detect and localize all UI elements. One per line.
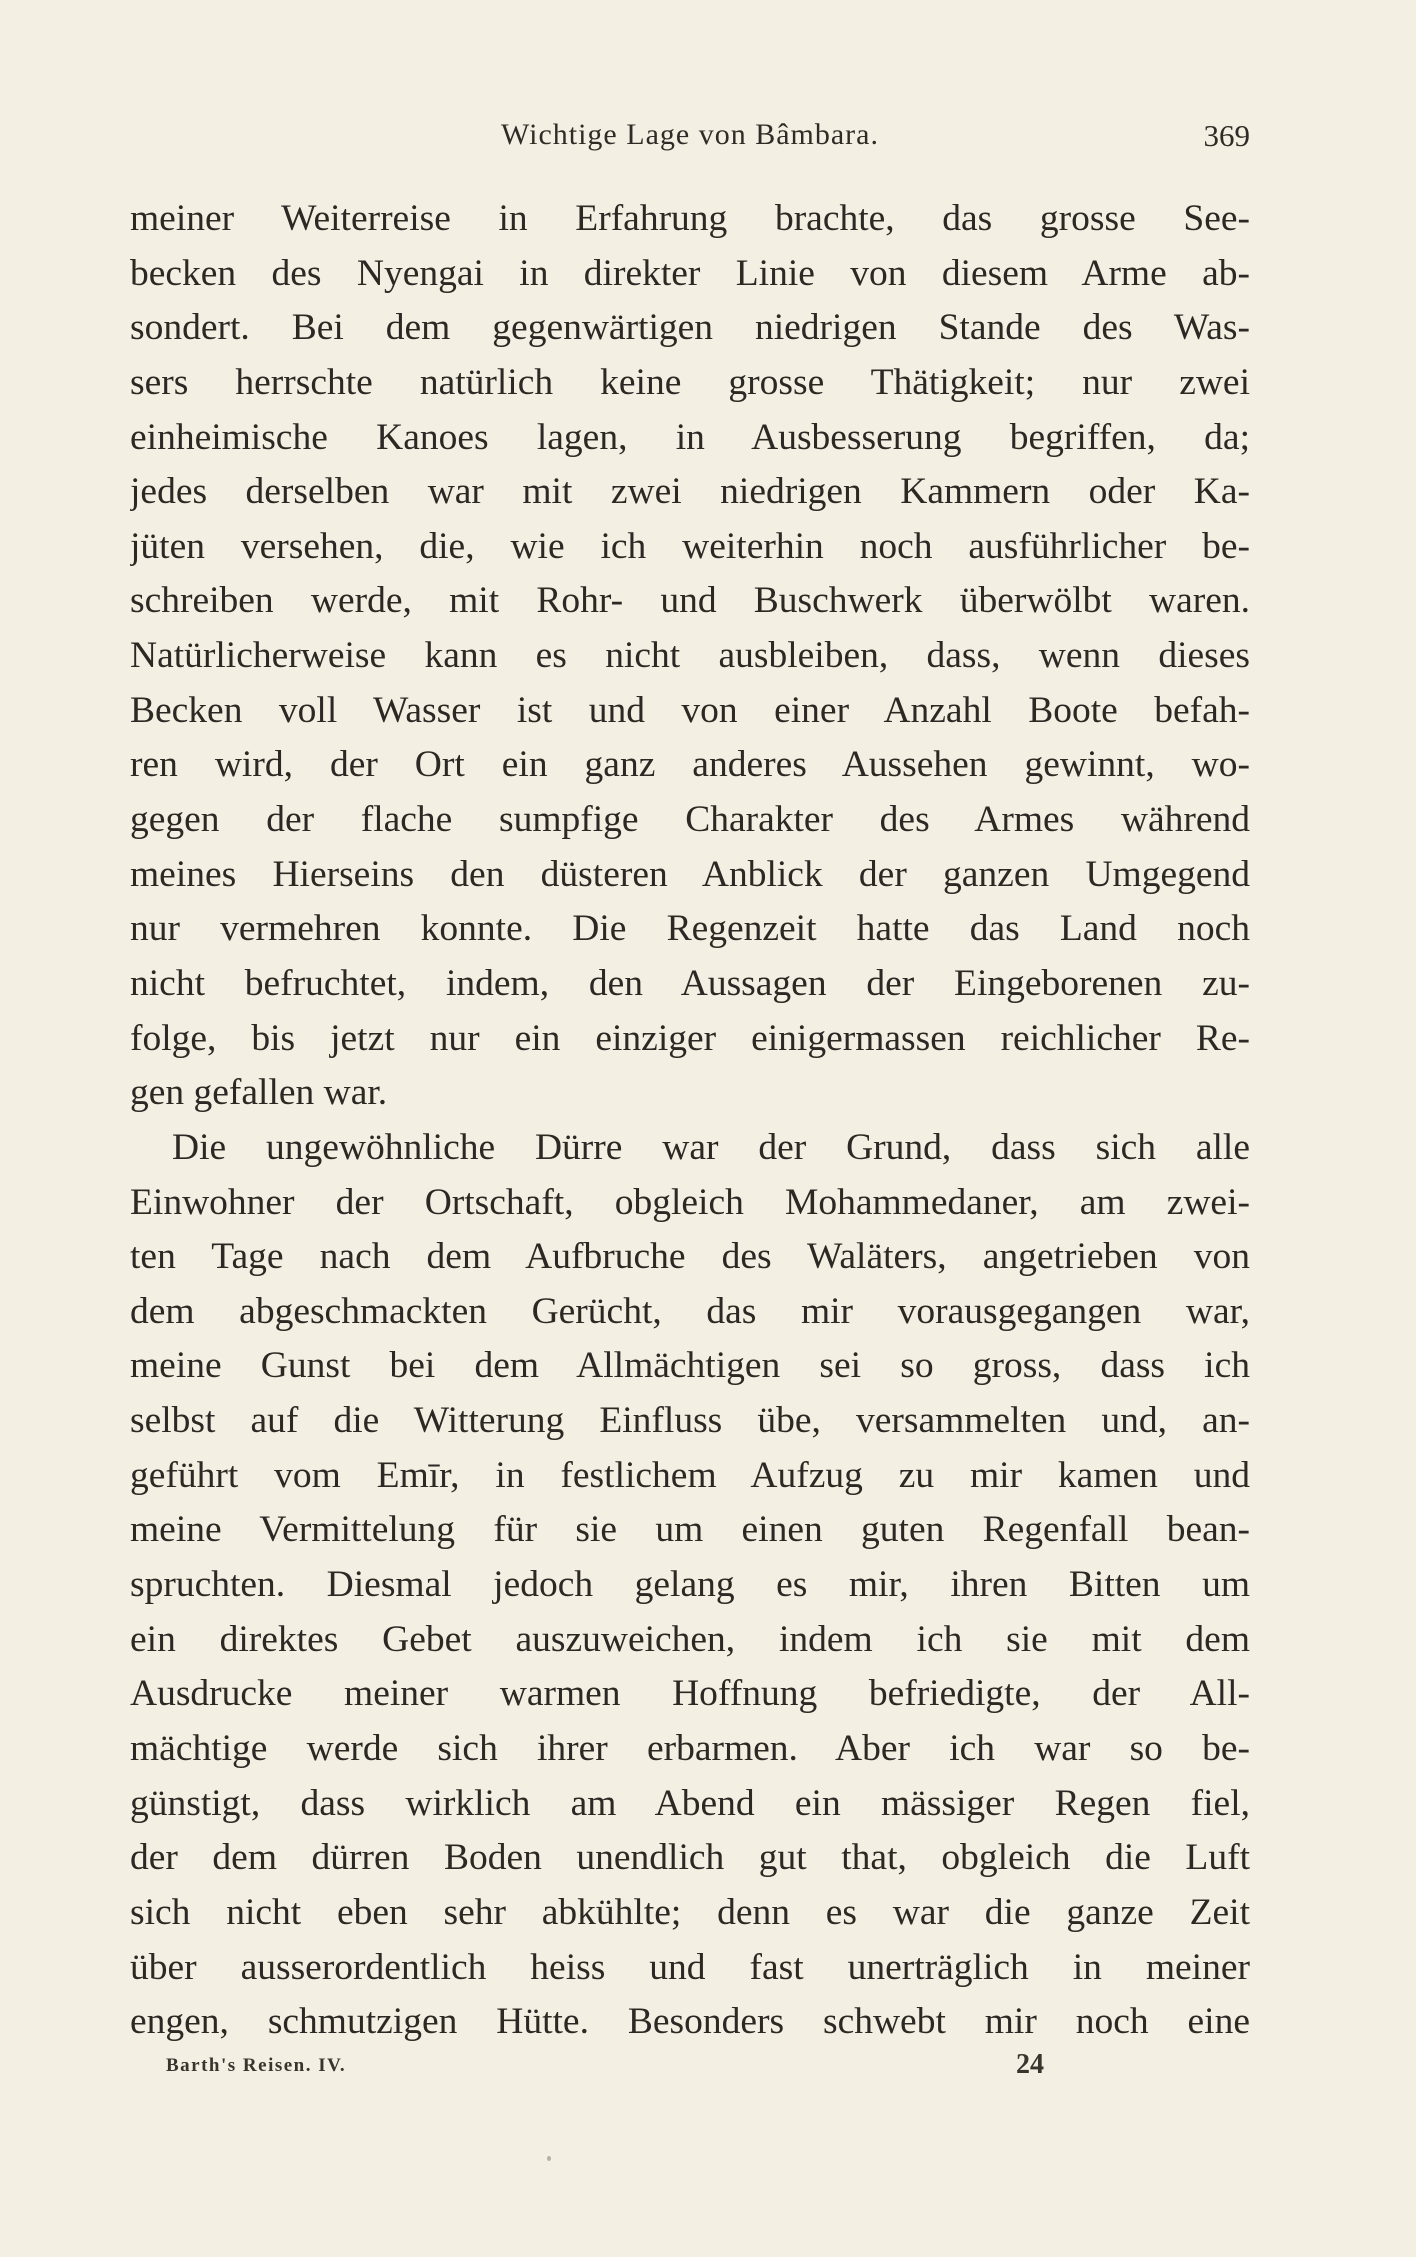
text-line: folge, bis jetzt nur ein einziger einigermassen reichlicher Re- — [130, 1017, 1250, 1059]
page-number: 369 — [1203, 118, 1250, 153]
text-line: spruchten. Diesmal jedoch gelang es mir, ihren Bitten um — [130, 1564, 1250, 1606]
text-line: sich nicht eben sehr abkühlte; denn es war die ganze Zeit — [130, 1891, 1250, 1933]
running-title: Wichtige Lage von Bâmbara. — [501, 118, 879, 151]
text-line: der dem dürren Boden unendlich gut that, obgleich die Luft — [130, 1837, 1250, 1879]
text-line: ein direktes Gebet auszuweichen, indem ich sie mit dem — [130, 1618, 1250, 1660]
text-line: Ausdrucke meiner warmen Hoffnung befriedigte, der All- — [130, 1673, 1250, 1715]
sheet-number: 24 — [1016, 2049, 1044, 2080]
text-line: Natürlicherweise kann es nicht ausbleiben, dass, wenn dieses — [130, 635, 1250, 677]
text-line: einheimische Kanoes lagen, in Ausbesserung begriffen, da; — [130, 416, 1250, 458]
text-line: selbst auf die Witterung Einfluss übe, versammelten und, an- — [130, 1400, 1250, 1442]
text-line: becken des Nyengai in direkter Linie von diesem Arme ab- — [130, 252, 1250, 294]
text-line: geführt vom Emīr, in festlichem Aufzug zu mir kamen und — [130, 1454, 1250, 1496]
text-line: Becken voll Wasser ist und von einer Anzahl Boote befah- — [130, 689, 1250, 731]
text-line: nicht befruchtet, indem, den Aussagen der Eingeborenen zu- — [130, 962, 1250, 1004]
text-line: dem abgeschmackten Gerücht, das mir vorausgegangen war, — [130, 1290, 1250, 1332]
text-line: jedes derselben war mit zwei niedrigen Kammern oder Ka- — [130, 471, 1250, 513]
text-line: nur vermehren konnte. Die Regenzeit hatte das Land noch — [130, 908, 1250, 950]
printer-signature: Barth's Reisen. IV. — [166, 2055, 347, 2076]
text-line: sondert. Bei dem gegenwärtigen niedrigen Stande des Was- — [130, 307, 1250, 349]
body-text — [130, 192, 1250, 2050]
text-line: ren wird, der Ort ein ganz anderes Aussehen gewinnt, wo- — [130, 744, 1250, 786]
text-line: über ausserordentlich heiss und fast unerträglich in meiner — [130, 1946, 1250, 1988]
text-line: meine Vermittelung für sie um einen guten Regenfall bean- — [130, 1509, 1250, 1551]
text-line: schreiben werde, mit Rohr- und Buschwerk überwölbt waren. — [130, 580, 1250, 622]
text-line: günstigt, dass wirklich am Abend ein mässiger Regen fiel, — [130, 1782, 1250, 1824]
text-line: meines Hierseins den düsteren Anblick der ganzen Umgegend — [130, 853, 1250, 895]
text-line: gegen der flache sumpfige Charakter des Armes während — [130, 799, 1250, 841]
text-line: jüten versehen, die, wie ich weiterhin noch ausführlicher be- — [130, 525, 1250, 567]
page-header — [130, 118, 1250, 168]
text-line: mächtige werde sich ihrer erbarmen. Aber ich war so be- — [130, 1727, 1250, 1769]
text-line: ten Tage nach dem Aufbruche des Waläters, angetrieben von — [130, 1236, 1250, 1278]
text-line: gen gefallen war. — [130, 1072, 388, 1114]
text-line: meiner Weiterreise in Erfahrung brachte, das grosse See- — [130, 198, 1250, 239]
page-footer — [166, 2049, 1066, 2095]
text-line: sers herrschte natürlich keine grosse Thätigkeit; nur zwei — [130, 361, 1250, 403]
text-line: Die ungewöhnliche Dürre war der Grund, dass sich alle — [172, 1126, 1250, 1168]
paper-speck — [547, 2156, 551, 2161]
text-line: engen, schmutzigen Hütte. Besonders schwebt mir noch eine — [130, 2001, 1250, 2043]
text-line: meine Gunst bei dem Allmächtigen sei so gross, dass ich — [130, 1345, 1250, 1387]
text-line: Einwohner der Ortschaft, obgleich Mohammedaner, am zwei- — [130, 1181, 1250, 1223]
